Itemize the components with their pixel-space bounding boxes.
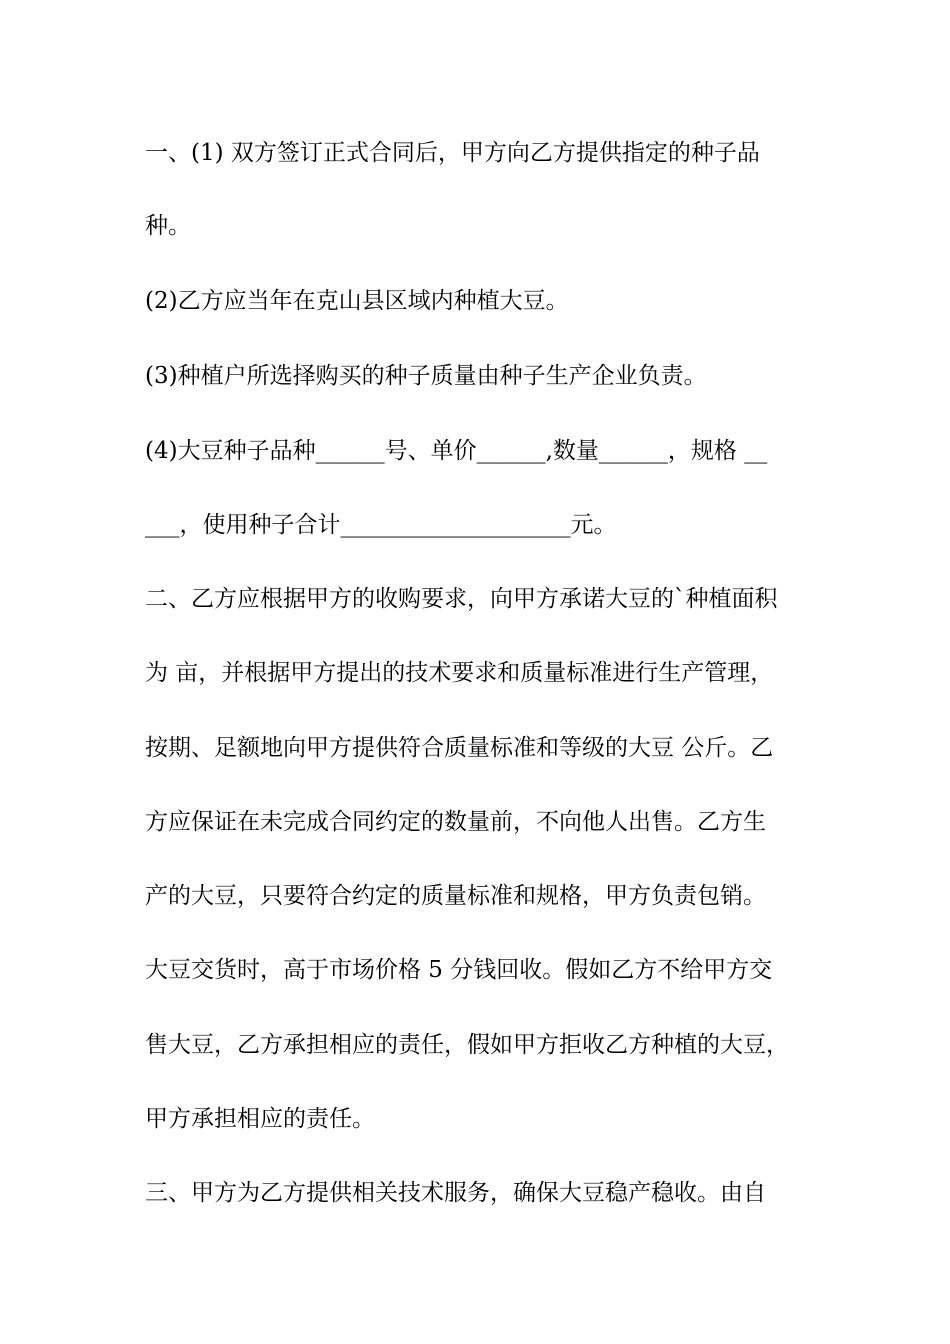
text-line: (3)种植户所选择购买的种子质量由种子生产企业负责。	[145, 363, 707, 389]
text-line: 方应保证在未完成合同约定的数量前，不向他人出售。乙方生	[145, 809, 766, 835]
text-line: 售大豆，乙方承担相应的责任，假如甲方拒收乙方种植的大豆，	[145, 1032, 789, 1058]
text-line: ___，使用种子合计____________________元。	[145, 512, 617, 538]
text-line: 产的大豆，只要符合约定的质量标准和规格，甲方负责包销。	[145, 883, 766, 909]
text-line: 三、甲方为乙方提供相关技术服务，确保大豆稳产稳收。由自	[145, 1180, 766, 1206]
text-line: (2)乙方应当年在克山县区域内种植大豆。	[145, 288, 569, 314]
text-line: 甲方承担相应的责任。	[145, 1106, 375, 1132]
text-line: 为 亩，并根据甲方提出的技术要求和质量标准进行生产管理，	[145, 660, 774, 686]
text-line: 按期、足额地向甲方提供符合质量标准和等级的大豆 公斤。乙	[145, 735, 774, 761]
text-line: (4)大豆种子品种______号、单价______,数量______，规格 __	[145, 438, 768, 464]
text-line: 二、乙方应根据甲方的收购要求，向甲方承诺大豆的`种植面积	[145, 586, 778, 612]
text-line: 大豆交货时，高于市场价格 5 分钱回收。假如乙方不给甲方交	[145, 957, 773, 983]
text-line: 一、(1) 双方签订正式合同后，甲方向乙方提供指定的种子品	[145, 140, 760, 166]
text-line: 种。	[145, 213, 191, 239]
